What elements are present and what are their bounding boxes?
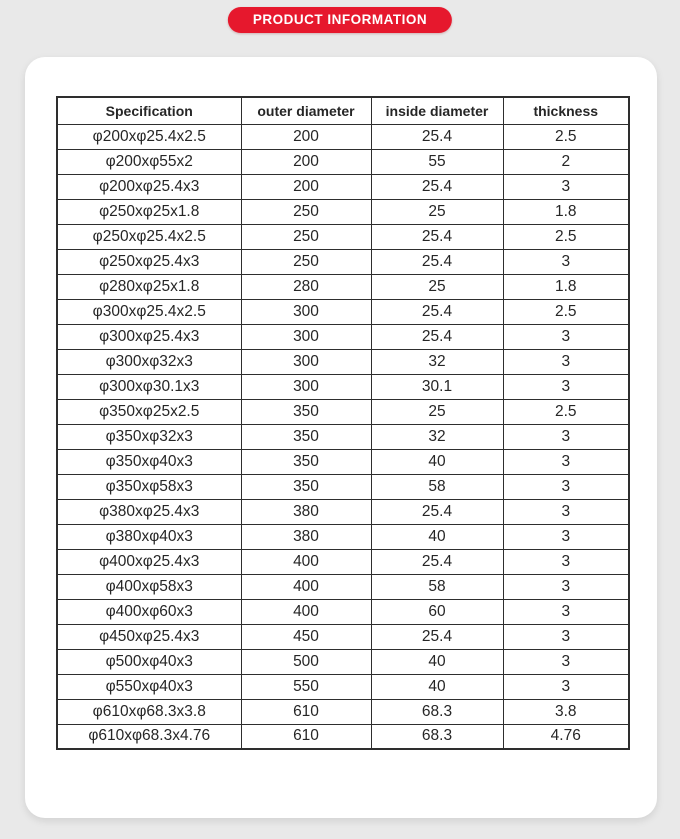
outer-diameter-cell: 400 bbox=[241, 549, 371, 574]
thickness-cell: 2.5 bbox=[503, 299, 629, 324]
inside-diameter-cell: 58 bbox=[371, 574, 503, 599]
content-card bbox=[25, 57, 657, 818]
table-row bbox=[57, 499, 629, 524]
spec-cell: φ400xφ60x3 bbox=[57, 599, 241, 624]
outer-diameter-cell: 300 bbox=[241, 349, 371, 374]
inside-diameter-cell: 25 bbox=[371, 274, 503, 299]
table-row bbox=[57, 149, 629, 174]
column-header: outer diameter bbox=[241, 97, 371, 124]
inside-diameter-cell: 40 bbox=[371, 449, 503, 474]
inside-diameter-cell: 68.3 bbox=[371, 724, 503, 749]
inside-diameter-cell: 40 bbox=[371, 649, 503, 674]
outer-diameter-cell: 350 bbox=[241, 449, 371, 474]
inside-diameter-cell: 40 bbox=[371, 674, 503, 699]
spec-cell: φ250xφ25.4x3 bbox=[57, 249, 241, 274]
outer-diameter-cell: 380 bbox=[241, 499, 371, 524]
thickness-cell: 3 bbox=[503, 524, 629, 549]
inside-diameter-cell: 25.4 bbox=[371, 324, 503, 349]
spec-cell: φ550xφ40x3 bbox=[57, 674, 241, 699]
inside-diameter-cell: 58 bbox=[371, 474, 503, 499]
outer-diameter-cell: 280 bbox=[241, 274, 371, 299]
outer-diameter-cell: 300 bbox=[241, 299, 371, 324]
inside-diameter-cell: 25.4 bbox=[371, 249, 503, 274]
inside-diameter-cell: 25 bbox=[371, 199, 503, 224]
outer-diameter-cell: 400 bbox=[241, 574, 371, 599]
outer-diameter-cell: 200 bbox=[241, 149, 371, 174]
spec-cell: φ500xφ40x3 bbox=[57, 649, 241, 674]
table-header-row bbox=[57, 97, 629, 124]
table-head bbox=[57, 97, 629, 124]
thickness-cell: 2 bbox=[503, 149, 629, 174]
inside-diameter-cell: 25.4 bbox=[371, 624, 503, 649]
thickness-cell: 1.8 bbox=[503, 199, 629, 224]
outer-diameter-cell: 350 bbox=[241, 474, 371, 499]
thickness-cell: 3 bbox=[503, 174, 629, 199]
table-row bbox=[57, 624, 629, 649]
table-row bbox=[57, 399, 629, 424]
inside-diameter-cell: 60 bbox=[371, 599, 503, 624]
outer-diameter-cell: 450 bbox=[241, 624, 371, 649]
spec-cell: φ300xφ25.4x2.5 bbox=[57, 299, 241, 324]
thickness-cell: 2.5 bbox=[503, 224, 629, 249]
thickness-cell: 1.8 bbox=[503, 274, 629, 299]
table-row bbox=[57, 424, 629, 449]
inside-diameter-cell: 25.4 bbox=[371, 299, 503, 324]
thickness-cell: 3 bbox=[503, 649, 629, 674]
table-row bbox=[57, 299, 629, 324]
column-header: thickness bbox=[503, 97, 629, 124]
thickness-cell: 3 bbox=[503, 674, 629, 699]
thickness-cell: 3 bbox=[503, 624, 629, 649]
thickness-cell: 3 bbox=[503, 374, 629, 399]
product-information-banner bbox=[228, 7, 452, 33]
table-row bbox=[57, 224, 629, 249]
spec-cell: φ400xφ58x3 bbox=[57, 574, 241, 599]
inside-diameter-cell: 30.1 bbox=[371, 374, 503, 399]
outer-diameter-cell: 400 bbox=[241, 599, 371, 624]
outer-diameter-cell: 200 bbox=[241, 174, 371, 199]
table-row bbox=[57, 699, 629, 724]
outer-diameter-cell: 250 bbox=[241, 249, 371, 274]
table-row bbox=[57, 374, 629, 399]
spec-cell: φ280xφ25x1.8 bbox=[57, 274, 241, 299]
inside-diameter-cell: 25 bbox=[371, 399, 503, 424]
spec-cell: φ200xφ55x2 bbox=[57, 149, 241, 174]
spec-cell: φ200xφ25.4x3 bbox=[57, 174, 241, 199]
banner-label: PRODUCT INFORMATION bbox=[252, 12, 428, 27]
table-row bbox=[57, 449, 629, 474]
spec-cell: φ200xφ25.4x2.5 bbox=[57, 124, 241, 149]
outer-diameter-cell: 250 bbox=[241, 224, 371, 249]
spec-cell: φ400xφ25.4x3 bbox=[57, 549, 241, 574]
outer-diameter-cell: 380 bbox=[241, 524, 371, 549]
inside-diameter-cell: 25.4 bbox=[371, 549, 503, 574]
outer-diameter-cell: 350 bbox=[241, 424, 371, 449]
thickness-cell: 3 bbox=[503, 599, 629, 624]
table-row bbox=[57, 649, 629, 674]
table-row bbox=[57, 324, 629, 349]
table-row bbox=[57, 174, 629, 199]
table-row bbox=[57, 274, 629, 299]
spec-cell: φ350xφ25x2.5 bbox=[57, 399, 241, 424]
thickness-cell: 3 bbox=[503, 424, 629, 449]
outer-diameter-cell: 250 bbox=[241, 199, 371, 224]
spec-cell: φ380xφ40x3 bbox=[57, 524, 241, 549]
table-row bbox=[57, 524, 629, 549]
spec-cell: φ300xφ32x3 bbox=[57, 349, 241, 374]
outer-diameter-cell: 550 bbox=[241, 674, 371, 699]
thickness-cell: 3 bbox=[503, 324, 629, 349]
table-row bbox=[57, 599, 629, 624]
inside-diameter-cell: 25.4 bbox=[371, 224, 503, 249]
outer-diameter-cell: 350 bbox=[241, 399, 371, 424]
spec-cell: φ450xφ25.4x3 bbox=[57, 624, 241, 649]
thickness-cell: 3 bbox=[503, 574, 629, 599]
spec-cell: φ250xφ25x1.8 bbox=[57, 199, 241, 224]
inside-diameter-cell: 68.3 bbox=[371, 699, 503, 724]
column-header: Specification bbox=[57, 97, 241, 124]
thickness-cell: 4.76 bbox=[503, 724, 629, 749]
inside-diameter-cell: 32 bbox=[371, 349, 503, 374]
thickness-cell: 3 bbox=[503, 349, 629, 374]
spec-cell: φ380xφ25.4x3 bbox=[57, 499, 241, 524]
spec-cell: φ350xφ40x3 bbox=[57, 449, 241, 474]
thickness-cell: 2.5 bbox=[503, 124, 629, 149]
thickness-cell: 3 bbox=[503, 499, 629, 524]
table-row bbox=[57, 674, 629, 699]
spec-cell: φ610xφ68.3x3.8 bbox=[57, 699, 241, 724]
spec-cell: φ250xφ25.4x2.5 bbox=[57, 224, 241, 249]
inside-diameter-cell: 55 bbox=[371, 149, 503, 174]
outer-diameter-cell: 300 bbox=[241, 324, 371, 349]
inside-diameter-cell: 25.4 bbox=[371, 499, 503, 524]
table-row bbox=[57, 549, 629, 574]
outer-diameter-cell: 200 bbox=[241, 124, 371, 149]
table-row bbox=[57, 199, 629, 224]
inside-diameter-cell: 25.4 bbox=[371, 124, 503, 149]
outer-diameter-cell: 610 bbox=[241, 699, 371, 724]
table-row bbox=[57, 349, 629, 374]
spec-cell: φ300xφ30.1x3 bbox=[57, 374, 241, 399]
column-header: inside diameter bbox=[371, 97, 503, 124]
thickness-cell: 3.8 bbox=[503, 699, 629, 724]
table-row bbox=[57, 574, 629, 599]
table-row bbox=[57, 249, 629, 274]
inside-diameter-cell: 32 bbox=[371, 424, 503, 449]
outer-diameter-cell: 610 bbox=[241, 724, 371, 749]
spec-cell: φ350xφ58x3 bbox=[57, 474, 241, 499]
thickness-cell: 2.5 bbox=[503, 399, 629, 424]
table-row bbox=[57, 724, 629, 749]
spec-cell: φ610xφ68.3x4.76 bbox=[57, 724, 241, 749]
thickness-cell: 3 bbox=[503, 249, 629, 274]
inside-diameter-cell: 25.4 bbox=[371, 174, 503, 199]
thickness-cell: 3 bbox=[503, 449, 629, 474]
inside-diameter-cell: 40 bbox=[371, 524, 503, 549]
outer-diameter-cell: 300 bbox=[241, 374, 371, 399]
thickness-cell: 3 bbox=[503, 549, 629, 574]
table-body bbox=[57, 124, 629, 749]
spec-cell: φ350xφ32x3 bbox=[57, 424, 241, 449]
table-row bbox=[57, 474, 629, 499]
thickness-cell: 3 bbox=[503, 474, 629, 499]
specification-table bbox=[56, 96, 630, 750]
outer-diameter-cell: 500 bbox=[241, 649, 371, 674]
table-row bbox=[57, 124, 629, 149]
spec-cell: φ300xφ25.4x3 bbox=[57, 324, 241, 349]
